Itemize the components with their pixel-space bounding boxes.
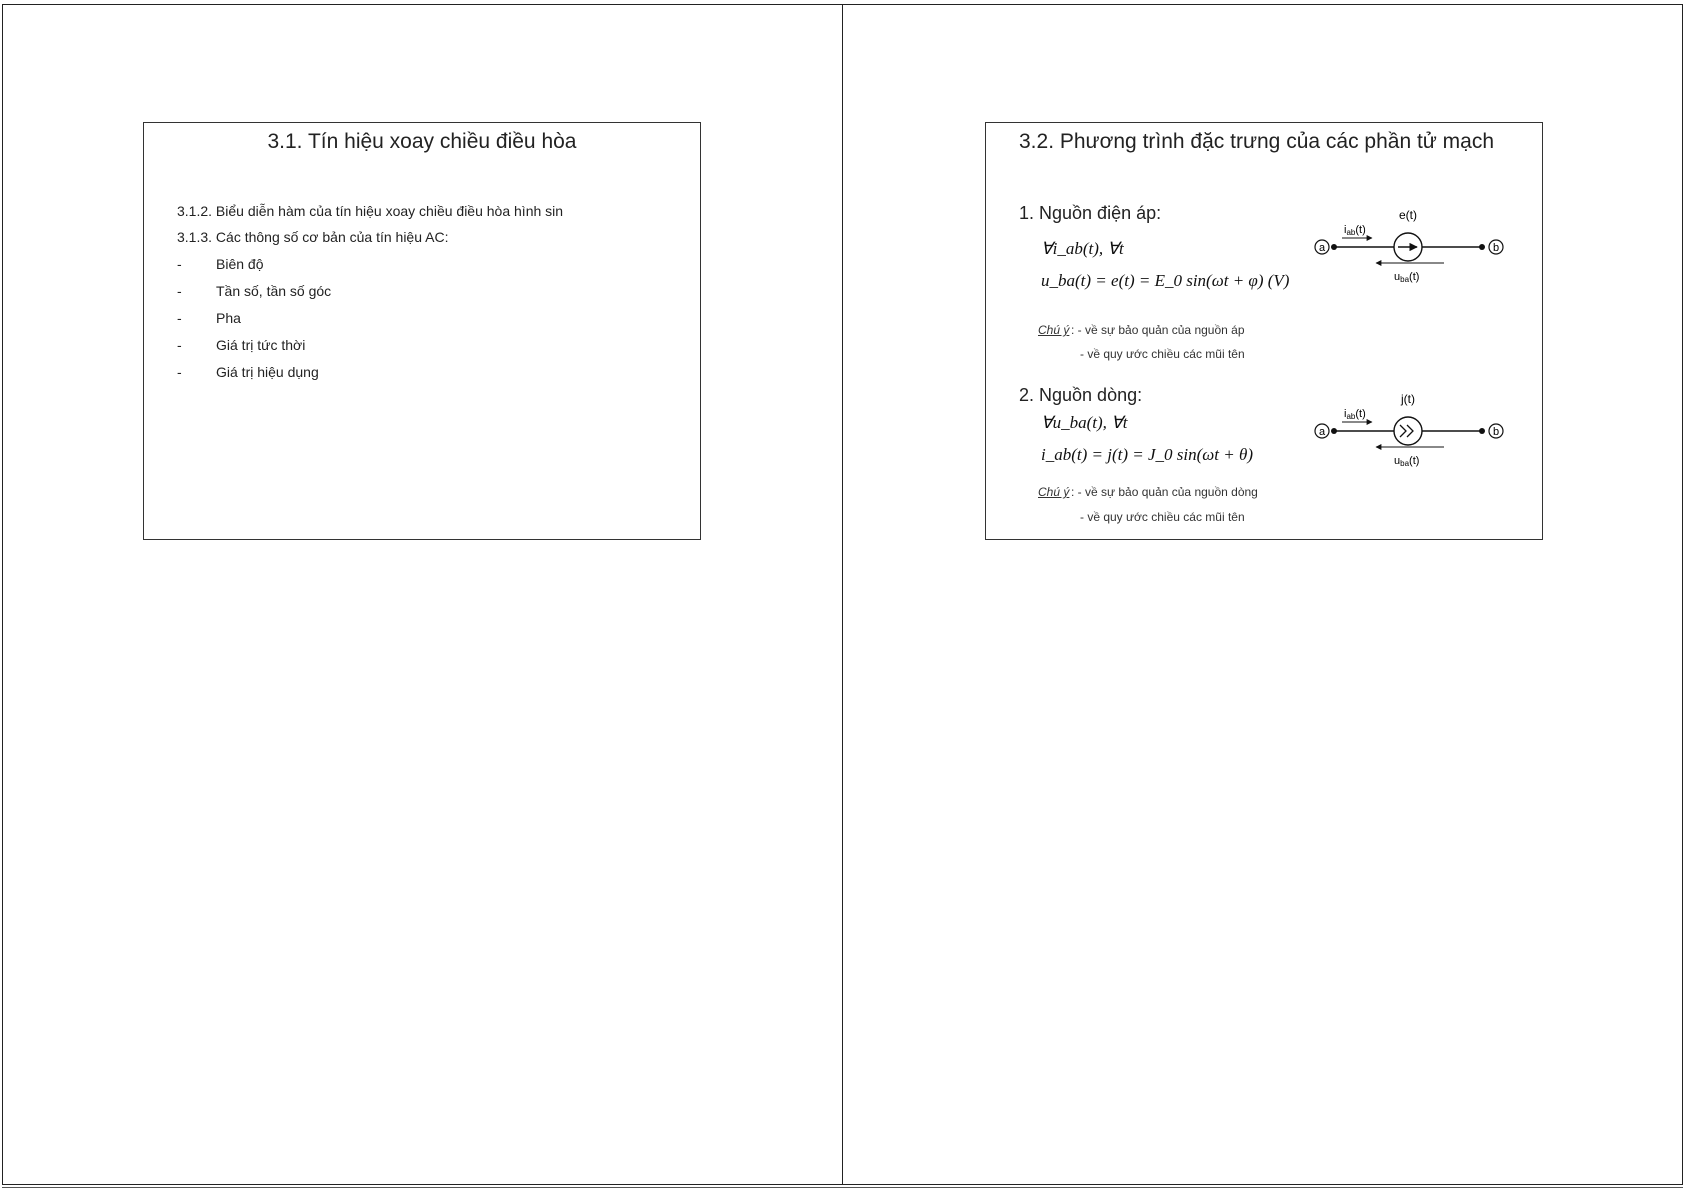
current-note-1: : - về sự bảo quản của nguồn dòng xyxy=(1071,485,1258,499)
node-dot xyxy=(1479,244,1485,250)
voltage-source-heading: 1. Nguồn điện áp: xyxy=(1019,203,1162,223)
terminal-b-label: b xyxy=(1492,426,1500,438)
slide-2-title: 3.2. Phương trình đặc trưng của các phần tử mạch xyxy=(1019,130,1495,153)
bullet-marker: - xyxy=(177,283,182,299)
current-label: iab(t) xyxy=(1344,224,1366,237)
slide-1 xyxy=(143,122,701,540)
terminal-b-label: b xyxy=(1492,242,1500,254)
source-label: e(t) xyxy=(1399,208,1417,222)
current-source-heading: 2. Nguồn dòng: xyxy=(1019,385,1143,405)
voltage-note-label: Chú ý xyxy=(1038,323,1070,337)
current-source-icon xyxy=(1394,417,1422,445)
bullet-marker: - xyxy=(177,256,182,272)
voltage-note-1: : - về sự bảo quản của nguồn áp xyxy=(1071,323,1245,337)
current-source-diagram xyxy=(1314,389,1542,475)
bottom-rule xyxy=(2,1187,1683,1188)
voltage-source-diagram xyxy=(1314,205,1542,291)
terminal-a xyxy=(1315,240,1329,254)
slide-1-line-2: 3.1.3. Các thông số cơ bản của tín hiệu AC: xyxy=(177,229,449,245)
current-formula-2: i_ab(t) = j(t) = J_0 sin(ωt + θ) xyxy=(1041,445,1253,464)
slide-2 xyxy=(985,122,1543,540)
bullet-marker: - xyxy=(177,337,182,353)
bullet-item: Pha xyxy=(216,310,241,326)
current-note-2: - về quy ước chiều các mũi tên xyxy=(1080,510,1245,524)
bullet-item: Giá trị tức thời xyxy=(216,337,306,353)
voltage-source-icon xyxy=(1394,233,1422,261)
voltage-formula-2: u_ba(t) = e(t) = E_0 sin(ωt + φ) (V) xyxy=(1041,271,1290,290)
bullet-item: Giá trị hiệu dụng xyxy=(216,364,319,380)
bullet-marker: - xyxy=(177,364,182,380)
terminal-a-label: a xyxy=(1318,242,1326,254)
voltage-formula-1: ∀i_ab(t), ∀t xyxy=(1041,239,1124,258)
terminal-a xyxy=(1315,424,1329,438)
slide-1-title: 3.1. Tín hiệu xoay chiều điều hòa xyxy=(267,130,577,153)
node-dot xyxy=(1479,428,1485,434)
voltage-note-2: - về quy ước chiều các mũi tên xyxy=(1080,347,1245,361)
terminal-b xyxy=(1489,240,1503,254)
current-note-label: Chú ý xyxy=(1038,485,1070,499)
bullet-item: Biên độ xyxy=(216,256,264,272)
terminal-b xyxy=(1489,424,1503,438)
source-label: j(t) xyxy=(1401,392,1415,406)
slide-1-line-1: 3.1.2. Biểu diễn hàm của tín hiệu xoay chiều điều hòa hình sin xyxy=(177,203,564,219)
bullet-item: Tần số, tần số góc xyxy=(216,283,332,299)
bullet-marker: - xyxy=(177,310,182,326)
current-label: iab(t) xyxy=(1344,408,1366,421)
current-formula-1: ∀u_ba(t), ∀t xyxy=(1041,413,1128,432)
voltage-label: uba(t) xyxy=(1394,455,1420,468)
voltage-label: uba(t) xyxy=(1394,271,1420,284)
page-divider xyxy=(842,4,843,1185)
terminal-a-label: a xyxy=(1318,426,1326,438)
